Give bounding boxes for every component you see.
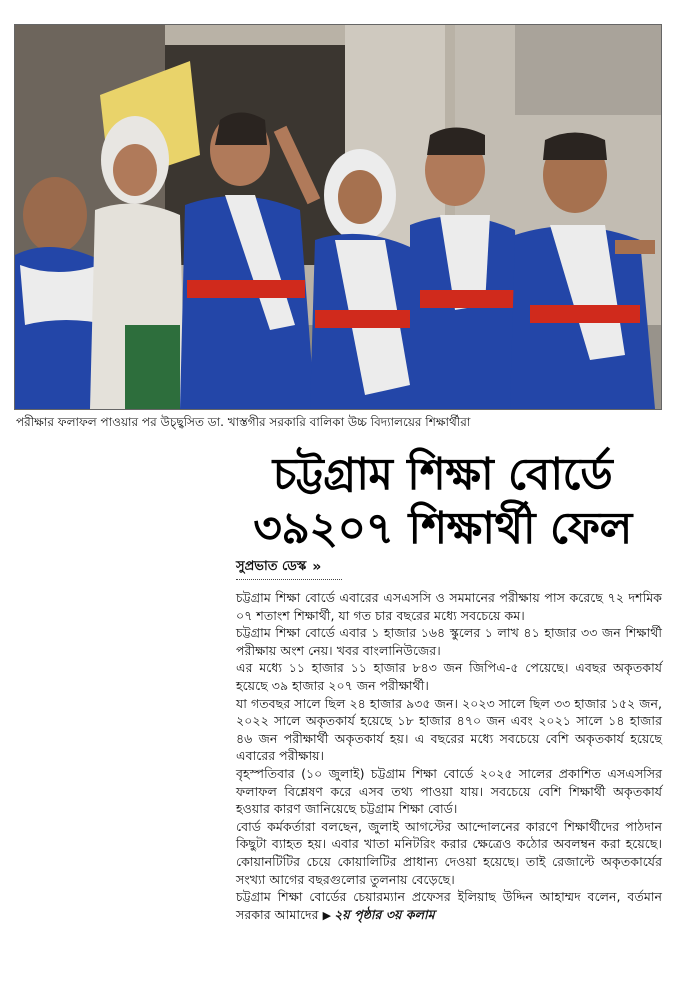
headline-line-2: ৩৯২০৭ শিক্ষার্থী ফেল [253,503,632,554]
byline-label: সুপ্রভাত ডেস্ক [236,559,307,574]
paragraph-4: যা গতবছর সালে ছিল ২৪ হাজার ৯৩৫ জন। ২০২৩ সালে ছিল ৩৩ হাজার ১৫২ জন, ২০২২ সালে অকৃতকার্য হয়েছে ১৮ হাজার ৪৭০ জন এবং ২০২১ সালে ১৪ হাজার ৪৬ জন পরীক্ষার্থী অকৃতকার্য হয়। এ বছরের মধ্যে সবচেয়ে বেশি অকৃতকার্য হয়েছে এবারের পরীক্ষায়। [236,695,662,764]
continuation-text: ২য় পৃষ্ঠার ৩য় কলাম [334,906,435,922]
paragraph-5: বৃহস্পতিবার (১০ জুলাই) চট্টগ্রাম শিক্ষা বোর্ডে ২০২৫ সালের প্রকাশিত এসএসসির ফলাফল বিশ্লেষণ করে এসব তথ্য পাওয়া যায়। সবচেয়ে বেশি শিক্ষার্থী অকৃতকার্য হওয়ার কারণ জানিয়েছে চট্টগ্রাম শিক্ষা বোর্ড। [236,765,662,817]
headline [220,448,665,556]
photo-caption: পরীক্ষার ফলাফল পাওয়ার পর উচ্ছ্বসিত ডা. খাস্তগীর সরকারি বালিকা উচ্চ বিদ্যালয়ের শিক্ষার্থীরা [16,415,471,429]
news-photo [14,24,662,410]
students-celebrating-illustration [15,25,661,409]
paragraph-7 [236,888,662,924]
continuation-link[interactable] [323,907,435,922]
headline-line-1: চট্টগ্রাম শিক্ষা বোর্ডে [272,449,613,500]
play-arrow-icon: ▶ [322,908,332,922]
article-body [236,589,662,924]
byline [236,558,536,576]
paragraph-6: বোর্ড কর্মকর্তারা বলছেন, জুলাই আগস্টের আন্দোলনের কারণে শিক্ষার্থীদের পাঠদান কিছুটা ব্যাহত হয়। এবার খাতা মনিটরিং করার ক্ষেত্রেও কঠোর অবলম্বন করা হয়েছে। কোয়ানটিটির চেয়ে কোয়ালিটির প্রাধান্য দেওয়া হয়েছে। তাই রেজাল্টে অকৃতকার্যের সংখ্যা আগের বছরগুলোর তুলনায় বেড়েছে। [236,818,662,887]
paragraph-3: এর মধ্যে ১১ হাজার ১১ হাজার ৮৪৩ জন জিপিএ-৫ পেয়েছে। এবছর অকৃতকার্য হয়েছে ৩৯ হাজার ২০৭ জন পরীক্ষার্থী। [236,660,662,693]
paragraph-7-text: চট্টগ্রাম শিক্ষা বোর্ডের চেয়ারম্যান প্রফেসর ইলিয়াছ উদ্দিন আহাম্মদ বলেন, বর্তমান সরকার আমাদের [236,889,662,922]
chevron-right-icon: » [312,559,322,575]
paragraph-1: চট্টগ্রাম শিক্ষা বোর্ডে এবারের এসএসসি ও সমমানের পরীক্ষায় পাস করেছে ৭২ দশমিক ০৭ শতাংশ শিক্ষার্থী, যা গত চার বছরের মধ্যে সবচেয়ে কম। [236,590,662,623]
byline-divider [236,579,342,580]
paragraph-2: চট্টগ্রাম শিক্ষা বোর্ডে এবার ১ হাজার ১৬৪ স্কুলের ১ লাখ ৪১ হাজার ৩৩ জন শিক্ষার্থী পরীক্ষায় অংশ নেয়। খবর বাংলানিউজের। [236,625,662,658]
